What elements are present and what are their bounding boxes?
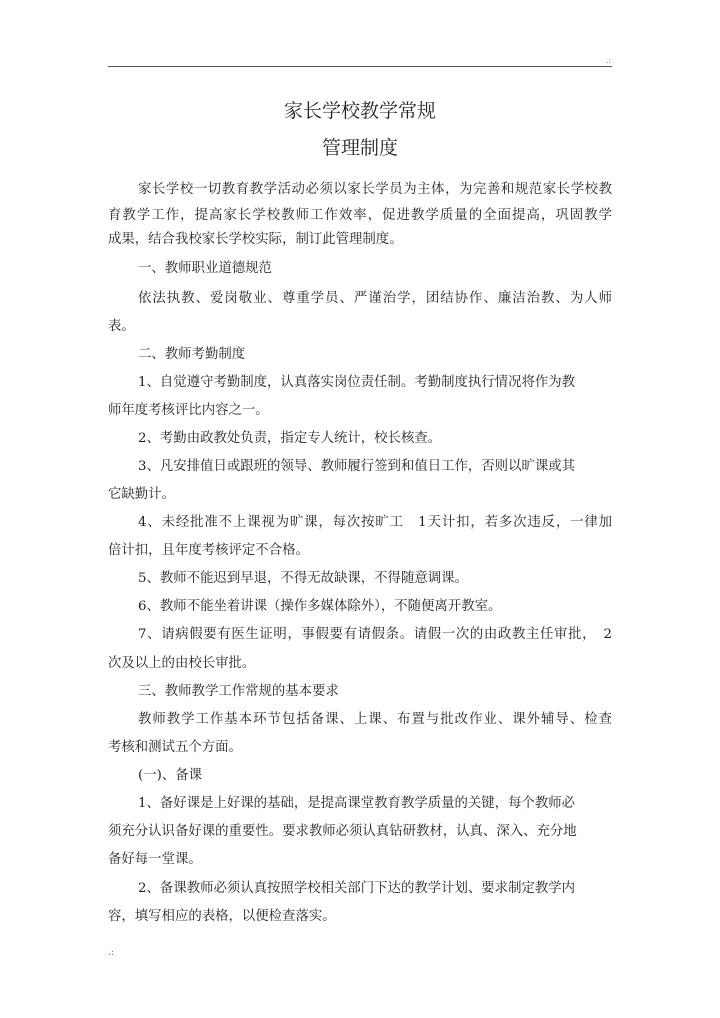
section-2-item-6: 6、教师不能坐着讲课（操作多媒体除外），不随便离开教室。 — [138, 599, 502, 614]
section-2-item-4-line-2: 倍计扣，且年度考核评定不合格。 — [108, 543, 309, 558]
section-2-heading: 二、教师考勤制度 — [138, 347, 246, 362]
intro-line-1: 家长学校一切教育教学活动必须以家长学员为主体，为完善和规范家长学校教 — [138, 182, 612, 197]
header-rule — [108, 66, 612, 67]
section-1-line-1: 依法执教、爱岗敬业、尊重学员、严谨治学，团结协作、廉洁治教、为人师 — [138, 291, 612, 306]
section-2-item-4-line-1: 4、未经批准不上课视为旷课，每次按旷工 1天计扣，若多次违反，一律加 — [138, 515, 612, 530]
section-2-item-3-line-1: 3、凡安排值日或跟班的领导、教师履行签到和值日工作，否则以旷课或其 — [138, 459, 576, 474]
section-3-line-2: 考核和测试五个方面。 — [108, 740, 242, 755]
section-3-line-1: 教师教学工作基本环节包括备课、上课、布置与批改作业、课外辅导、检查 — [138, 712, 612, 727]
intro-line-2: 育教学工作，提高家长学校教师工作效率，促进教学质量的全面提高，巩固教学 — [108, 208, 612, 223]
intro-line-3: 成果，结合我校家长学校实际，制订此管理制度。 — [108, 232, 403, 247]
corner-mark: .: — [606, 56, 612, 65]
section-2-item-7-line-1: 7、请病假要有医生证明，事假要有请假条。请假一次的由政教主任审批， 2 — [138, 627, 612, 642]
section-3-para-1-line-1: 1、备好课是上好课的基础，是提高课堂教育教学质量的关键，每个教师必 — [138, 796, 576, 811]
section-3-para-1-line-2: 须充分认识备好课的重要性。要求教师必须认真钻研教材，认真、深入、充分地 — [108, 824, 577, 839]
section-2-item-1-line-2: 师年度考核评比内容之一。 — [108, 403, 269, 418]
section-2-item-1-line-1: 1、自觉遵守考勤制度，认真落实岗位责任制。考勤制度执行情况将作为教 — [138, 375, 576, 390]
section-3-para-1-line-3: 备好每一堂课。 — [108, 852, 202, 867]
footer-mark: .: — [108, 948, 114, 958]
section-3-sub-heading: (一)、备课 — [138, 768, 203, 783]
section-2-item-7-line-2: 次及以上的由校长审批。 — [108, 656, 256, 671]
section-2-item-3-line-2: 它缺勤计。 — [108, 487, 175, 502]
section-3-para-2-line-2: 容，填写相应的表格，以便检查落实。 — [108, 909, 336, 924]
section-1-line-2: 表。 — [108, 319, 135, 334]
document-subtitle: 管理制度 — [321, 137, 398, 159]
section-1-heading: 一、教师职业道德规范 — [138, 261, 272, 276]
document-title: 家长学校教学常规 — [283, 100, 436, 122]
section-3-para-2-line-1: 2、备课教师必须认真按照学校相关部门下达的教学计划、要求制定教学内 — [138, 881, 576, 896]
section-3-heading: 三、教师教学工作常规的基本要求 — [138, 684, 339, 699]
section-2-item-2: 2、考勤由政教处负责，指定专人统计，校长核查。 — [138, 431, 442, 446]
section-2-item-5: 5、教师不能迟到早退，不得无故缺课，不得随意调课。 — [138, 571, 468, 586]
